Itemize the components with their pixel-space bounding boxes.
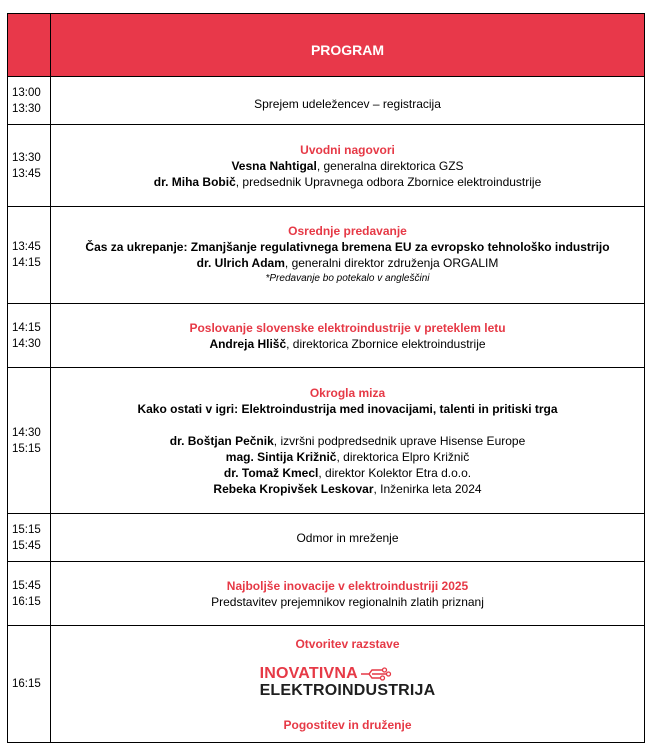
speaker-line bbox=[51, 449, 644, 465]
time-cell bbox=[8, 304, 51, 368]
session-cell bbox=[51, 562, 645, 626]
session-cell bbox=[51, 304, 645, 368]
session-title: Najboljše inovacije v elektroindustriji 2025 bbox=[226, 578, 469, 593]
session-title: Osrednje predavanje bbox=[288, 224, 407, 238]
speaker-role: , direktorica Elpro Križnič bbox=[336, 449, 470, 464]
speaker-role: , izvršni podpredsednik uprave Hisense Europe bbox=[273, 433, 526, 448]
logo-text-bottom: ELEKTROINDUSTRIJA bbox=[259, 681, 436, 699]
session-subtitle: Kako ostati v igri: Elektroindustrija med inovacijami, talenti in pritiski trga bbox=[137, 401, 558, 416]
session-title: Okrogla miza bbox=[309, 385, 386, 400]
session-text: Predstavitev prejemnikov regionalnih zlatih priznanj bbox=[211, 594, 484, 609]
speaker-role: , direktorica Zbornice elektroindustrije bbox=[286, 336, 486, 351]
end-time: 13:30 bbox=[12, 102, 41, 115]
session-title: Poslovanje slovenske elektroindustrije v preteklem letu bbox=[189, 320, 506, 335]
speaker-name: mag. Sintija Križnič bbox=[225, 449, 337, 464]
speaker-name: dr. Miha Bobič bbox=[153, 174, 236, 189]
program-row bbox=[8, 514, 645, 562]
speaker-role: , generalna direktorica GZS bbox=[316, 158, 464, 173]
start-time: 15:45 bbox=[12, 579, 41, 592]
session-title: Otvoritev razstave bbox=[295, 636, 400, 651]
speaker-role: , predsednik Upravnega odbora Zbornice elektroindustrije bbox=[235, 174, 542, 189]
time-cell bbox=[8, 368, 51, 514]
program-row bbox=[8, 77, 645, 125]
speaker-line bbox=[51, 465, 644, 481]
program-row bbox=[8, 207, 645, 304]
program-row bbox=[8, 125, 645, 207]
start-time: 13:00 bbox=[12, 86, 41, 99]
session-cell bbox=[51, 207, 645, 304]
speaker-name: dr. Ulrich Adam bbox=[196, 256, 285, 270]
session-text: Sprejem udeležencev – registracija bbox=[254, 96, 441, 111]
spacer bbox=[51, 417, 644, 433]
end-time: 16:15 bbox=[12, 595, 41, 608]
program-row bbox=[8, 562, 645, 626]
session-cell bbox=[51, 626, 645, 743]
program-title: PROGRAM bbox=[51, 14, 645, 77]
time-cell bbox=[8, 77, 51, 125]
program-row bbox=[8, 368, 645, 514]
speaker-line bbox=[51, 174, 644, 190]
logo-text-top: INOVATIVNA bbox=[259, 664, 358, 682]
time-cell bbox=[8, 562, 51, 626]
speaker-role: , Inženirka leta 2024 bbox=[373, 481, 482, 496]
start-time: 13:45 bbox=[12, 241, 41, 253]
speaker-role: , direktor Kolektor Etra d.o.o. bbox=[318, 465, 472, 480]
speaker-line bbox=[51, 158, 644, 174]
closing-text: Pogostitev in druženje bbox=[283, 717, 412, 732]
end-time: 13:45 bbox=[12, 167, 41, 180]
speaker-name: Vesna Nahtigal bbox=[231, 158, 317, 173]
language-note: *Predavanje bo potekalo v angleščini bbox=[265, 273, 430, 284]
speaker-name: Andreja Hlišč bbox=[209, 336, 287, 351]
session-cell bbox=[51, 125, 645, 207]
session-cell bbox=[51, 368, 645, 514]
program-row bbox=[8, 626, 645, 743]
header-time-cell bbox=[8, 14, 51, 77]
start-time: 15:15 bbox=[12, 523, 41, 536]
speaker-line bbox=[51, 336, 644, 352]
time-cell bbox=[8, 514, 51, 562]
circuit-icon bbox=[360, 667, 394, 681]
program-table bbox=[7, 13, 645, 743]
session-text: Odmor in mreženje bbox=[296, 530, 399, 545]
inovativna-elektroindustrija-logo bbox=[260, 666, 436, 699]
start-time: 14:30 bbox=[12, 426, 41, 439]
program-header-row bbox=[8, 14, 645, 77]
session-cell bbox=[51, 77, 645, 125]
end-time: 14:30 bbox=[12, 337, 41, 350]
speaker-name: dr. Tomaž Kmecl bbox=[223, 465, 319, 480]
time-cell bbox=[8, 626, 51, 743]
time-cell bbox=[8, 125, 51, 207]
start-time: 14:15 bbox=[12, 321, 41, 334]
start-time: 13:30 bbox=[12, 151, 41, 164]
speaker-role: , generalni direktor združenja ORGALIM bbox=[284, 256, 499, 270]
speaker-line bbox=[51, 481, 644, 497]
end-time: 15:15 bbox=[12, 442, 41, 455]
time-cell bbox=[8, 207, 51, 304]
speaker-name: dr. Boštjan Pečnik bbox=[169, 433, 274, 448]
speaker-line bbox=[51, 433, 644, 449]
program-row bbox=[8, 304, 645, 368]
speaker-line bbox=[51, 255, 644, 271]
end-time: 15:45 bbox=[12, 539, 41, 552]
logo-line-1 bbox=[260, 666, 436, 682]
session-subtitle: Čas za ukrepanje: Zmanjšanje regulativnega bremena EU za evropsko tehnološko industrijo bbox=[85, 240, 610, 254]
end-time: 14:15 bbox=[12, 257, 41, 269]
session-title: Uvodni nagovori bbox=[300, 142, 395, 157]
speaker-name: Rebeka Kropivšek Leskovar bbox=[213, 481, 374, 496]
start-time: 16:15 bbox=[12, 678, 41, 690]
session-cell bbox=[51, 514, 645, 562]
